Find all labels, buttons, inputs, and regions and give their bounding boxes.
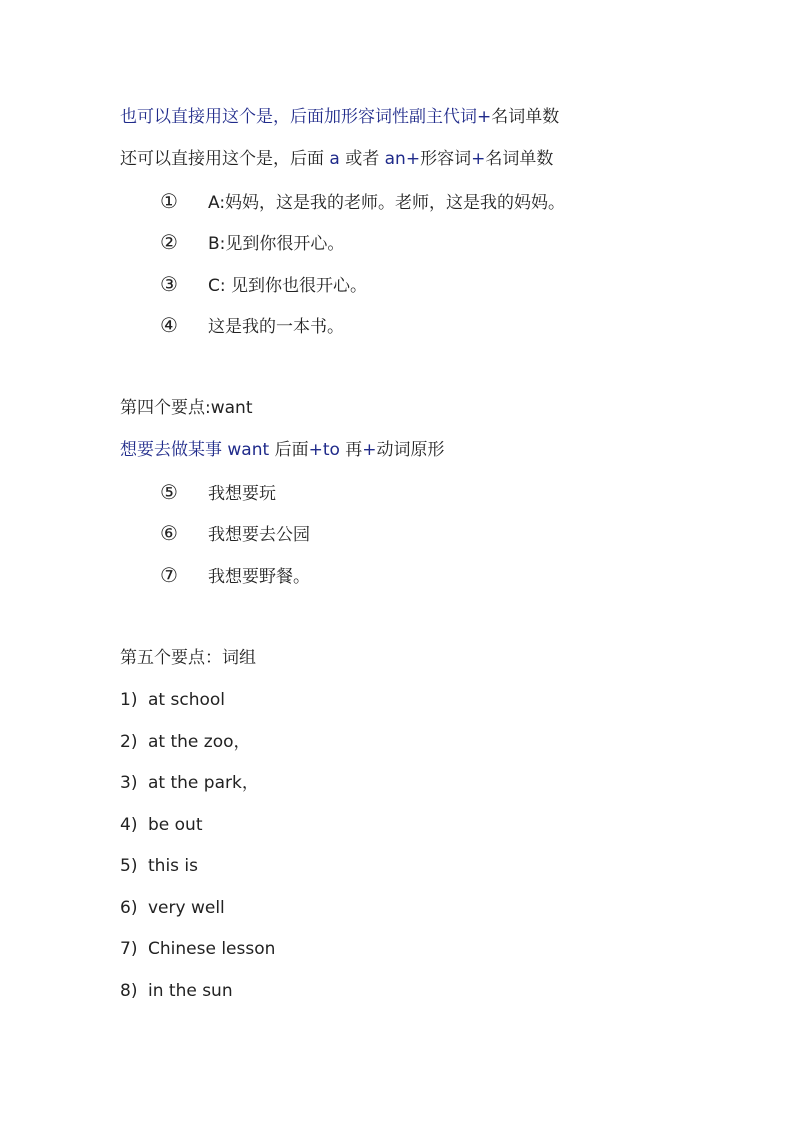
plus-sign: +: [471, 149, 486, 169]
phrase-text: at school: [148, 690, 225, 710]
phrase-text: be out: [148, 815, 203, 835]
example-number: ⑤: [160, 480, 178, 504]
point4-rule-text: 想要去做某事: [120, 440, 228, 460]
example-text: A:妈妈，这是我的老师。老师，这是我的妈妈。: [208, 193, 566, 213]
example-text: 我想要玩: [208, 484, 276, 504]
example-number: ①: [160, 189, 178, 213]
intro-line-2-tail: 名词单数: [485, 149, 554, 169]
example-text: 我想要野餐。: [208, 567, 310, 587]
list-item: [120, 771, 259, 795]
intro-line-2-adj: 形容词: [420, 149, 472, 169]
example-item: [160, 313, 344, 337]
example-number: ③: [160, 272, 178, 296]
phrase-text: at the park，: [148, 773, 259, 793]
list-number: 6): [120, 898, 138, 918]
list-item: [120, 854, 198, 878]
point4-rule-after: 后面: [269, 440, 309, 460]
example-text: C: 见到你也很开心。: [208, 276, 368, 296]
example-item: [160, 563, 310, 587]
list-number: 5): [120, 856, 138, 876]
point4-rule: [120, 438, 445, 462]
example-item: [160, 189, 565, 213]
example-text: B:见到你很开心。: [208, 234, 345, 254]
plus-sign: +: [362, 440, 377, 460]
point4-rule-tail: 动词原形: [376, 440, 445, 460]
intro-line-1: [120, 105, 559, 129]
list-item: [120, 730, 251, 754]
example-number: ④: [160, 313, 178, 337]
list-number: 7): [120, 939, 138, 959]
list-item: [120, 813, 203, 837]
example-text: 这是我的一本书。: [208, 317, 344, 337]
example-item: [160, 521, 310, 545]
list-item: [120, 979, 233, 1003]
example-item: [160, 480, 276, 504]
list-item: [120, 937, 275, 961]
intro-line-1-text: 也可以直接用这个是，后面加形容词性副主代词: [120, 107, 477, 127]
list-item: [120, 688, 225, 712]
plus-sign: +: [477, 107, 492, 127]
point4-rule-again: 再: [339, 440, 363, 460]
phrase-text: at the zoo，: [148, 732, 251, 752]
intro-line-1-tail: 名词单数: [491, 107, 560, 127]
example-item: [160, 272, 367, 296]
keyword-want: want: [227, 440, 270, 460]
example-number: ⑥: [160, 521, 178, 545]
intro-line-2-or: 或者: [339, 149, 385, 169]
list-number: 8): [120, 981, 138, 1001]
keyword-to: +to: [308, 440, 340, 460]
point4-heading: 第四个要点:want: [120, 398, 253, 418]
intro-line-2-text: 还可以直接用这个是，后面: [120, 149, 330, 169]
intro-line-2: [120, 147, 553, 171]
example-number: ⑦: [160, 563, 178, 587]
example-item: [160, 230, 344, 254]
article-a: a: [329, 149, 340, 169]
point5-heading: 第五个要点：词组: [120, 648, 256, 668]
example-number: ②: [160, 230, 178, 254]
list-number: 4): [120, 815, 138, 835]
list-number: 1): [120, 690, 138, 710]
phrase-text: Chinese lesson: [148, 939, 276, 959]
phrase-text: very well: [148, 898, 225, 918]
phrase-text: in the sun: [148, 981, 233, 1001]
example-text: 我想要去公园: [208, 525, 310, 545]
list-number: 2): [120, 732, 138, 752]
list-item: [120, 896, 225, 920]
article-an: an+: [384, 149, 421, 169]
phrase-text: this is: [148, 856, 199, 876]
list-number: 3): [120, 773, 138, 793]
